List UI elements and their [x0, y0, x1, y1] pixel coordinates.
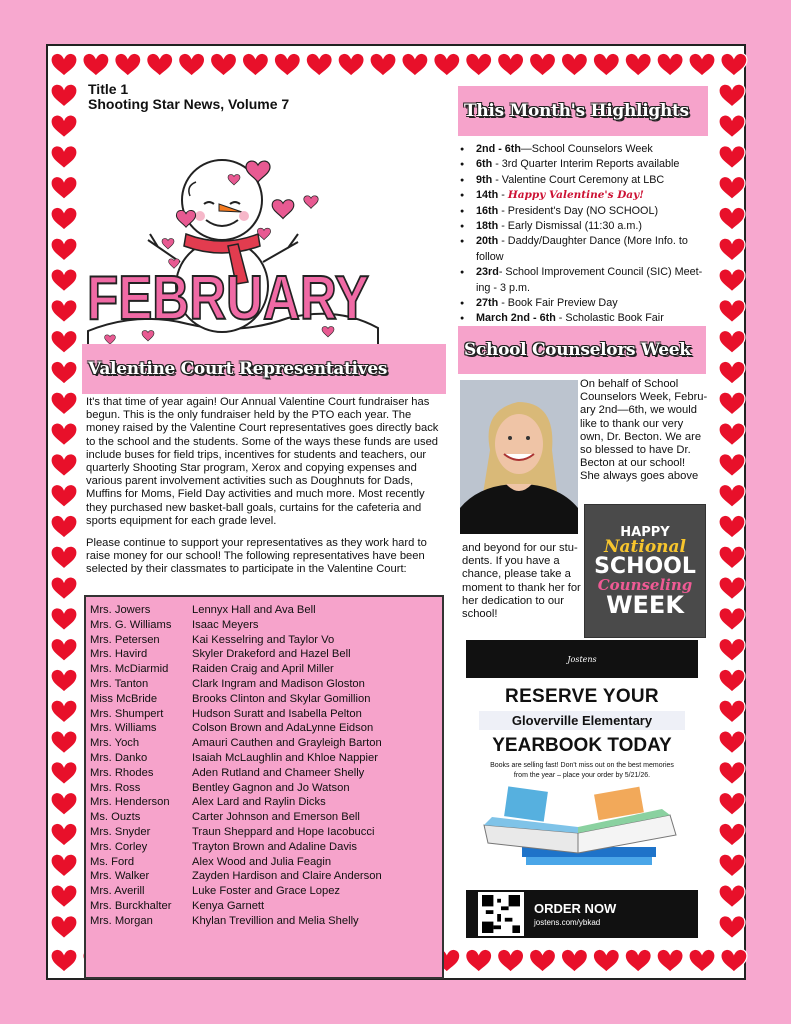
highlight-item [460, 204, 710, 219]
highlight-date: 16th [476, 204, 499, 217]
table-row [90, 647, 438, 662]
highlight-text: - President's Day (NO SCHOOL) [498, 204, 659, 217]
heart-icon [51, 331, 77, 354]
heart-icon [274, 53, 300, 76]
representative-names: Amauri Cauthen and Grayleigh Barton [192, 737, 382, 750]
representative-names: Khylan Trevillion and Melia Shelly [192, 914, 359, 927]
highlight-date: March 2nd - 6th [476, 312, 556, 325]
highlight-text: - School Improvement Council (SIC) Meet-ing - 3 p.m. [476, 266, 703, 294]
heart-icon [51, 823, 77, 846]
title-line-2: Shooting Star News, Volume 7 [88, 96, 290, 112]
heart-icon [561, 949, 587, 972]
counselor-photo [460, 380, 578, 534]
order-now-label[interactable]: ORDER NOW [534, 901, 617, 916]
table-row [90, 618, 438, 633]
heart-icon [719, 608, 745, 631]
heart-icon [593, 53, 619, 76]
heart-icon [593, 949, 619, 972]
heart-icon [719, 115, 745, 138]
table-row [90, 721, 438, 736]
heart-icon [51, 454, 77, 477]
table-row [90, 751, 438, 766]
heart-icon [51, 949, 77, 972]
yearbook-headline-2: YEARBOOK TODAY [492, 735, 672, 756]
representative-names: Hudson Suratt and Isabella Pelton [192, 707, 362, 720]
highlight-date: 18th [476, 220, 499, 233]
yearbook-ad-banner [466, 640, 698, 678]
heart-icon [719, 300, 745, 323]
highlight-date: 9th [476, 173, 493, 186]
heart-icon [211, 53, 237, 76]
representative-names: Aden Rutland and Chameer Shelly [192, 766, 365, 779]
heart-icon [530, 53, 556, 76]
representative-names: Lennyx Hall and Ava Bell [192, 604, 316, 616]
highlight-text: - Daddy/Daughter Dance (More Info. to follow [476, 235, 688, 263]
teacher-name: Mrs. G. Williams [90, 618, 172, 631]
yearbook-headline-1: RESERVE YOUR [505, 686, 659, 707]
teacher-name: Mrs. Shumpert [90, 707, 164, 720]
heart-icon [51, 762, 77, 785]
heart-icon [498, 53, 524, 76]
february-snowman-illustration [78, 116, 378, 348]
table-row [90, 677, 438, 692]
heart-icon [719, 392, 745, 415]
valentines-day-text: Happy Valentine's Day! [507, 189, 644, 202]
heart-icon [402, 53, 428, 76]
teacher-name: Mrs. Walker [90, 870, 150, 883]
representative-names: Isaac Meyers [192, 618, 259, 631]
heart-icon [719, 546, 745, 569]
teacher-name: Mrs. Burckhalter [90, 899, 172, 912]
heart-icon [51, 177, 77, 200]
table-row [90, 795, 438, 810]
table-row [90, 766, 438, 781]
representatives-table [84, 595, 444, 979]
heart-icon [51, 207, 77, 230]
table-row [90, 869, 438, 884]
heart-icon [657, 949, 683, 972]
representative-names: Zayden Hardison and Claire Anderson [192, 870, 382, 883]
heart-icon [147, 53, 173, 76]
representative-names: Alex Lard and Raylin Dicks [192, 796, 326, 809]
highlight-date: 23rd [476, 266, 499, 279]
teacher-name: Mrs. Yoch [90, 737, 140, 750]
valentine-paragraph-2: Please continue to support your representatives as they work hard to raise money for our school! The following representatives have been selected by their classmates to participate in the Valentine Court: [86, 537, 427, 576]
yearbook-note [466, 761, 698, 781]
highlight-item [460, 311, 710, 326]
highlight-text: - 3rd Quarter Interim Reports available [492, 158, 680, 171]
heart-icon [719, 238, 745, 261]
heart-icon [719, 577, 745, 600]
heart-icon [719, 762, 745, 785]
teacher-name: Mrs. Jowers [90, 604, 151, 616]
heart-icon [719, 669, 745, 692]
highlight-text: - Valentine Court Ceremony at LBC [492, 173, 665, 186]
yearbook-school-name: Gloverville Elementary [479, 711, 685, 730]
heart-icon [51, 146, 77, 169]
highlight-item [460, 173, 710, 188]
heart-icon [306, 53, 332, 76]
highlight-date: 6th [476, 158, 493, 171]
teacher-name: Mrs. Tanton [90, 677, 149, 690]
table-row [90, 840, 438, 855]
highlights-heading: This Month's Highlights [458, 86, 708, 136]
heart-icon [51, 84, 77, 107]
representative-names: Trayton Brown and Adaline Davis [192, 840, 357, 853]
table-row [90, 781, 438, 796]
representative-names: Alex Wood and Julia Feagin [192, 855, 332, 868]
table-row [90, 633, 438, 648]
representative-names: Isaiah McLaughlin and Khloe Nappier [192, 751, 378, 764]
highlight-item [460, 265, 710, 296]
teacher-name: Mrs. Ross [90, 781, 141, 794]
table-row [90, 707, 438, 722]
title-line-1: Title 1 [88, 81, 129, 97]
representative-names: Brooks Clinton and Skylar Gomillion [192, 692, 371, 705]
counselor-text-2: and beyond for our stu-dents. If you have a chance, please take a moment to thank her for her dedication to our school! [462, 542, 581, 621]
highlight-item [460, 188, 710, 203]
representative-names: Colson Brown and AdaLynne Eidson [192, 722, 374, 735]
teacher-name: Ms. Ford [90, 855, 135, 868]
heart-icon [719, 84, 745, 107]
heart-icon [719, 916, 745, 939]
teacher-name: Mrs. McDiarmid [90, 663, 169, 676]
heart-icon [370, 53, 396, 76]
valentine-court-heading: Valentine Court Representatives [82, 344, 446, 394]
yearbook-book-image [466, 781, 698, 881]
qr-code-icon[interactable] [478, 892, 524, 936]
highlight-item [460, 234, 710, 265]
heart-icon [51, 608, 77, 631]
heart-icon [51, 546, 77, 569]
heart-icon [51, 300, 77, 323]
heart-icon [689, 53, 715, 76]
valentine-paragraph-1: It's that time of year again! Our Annual Valentine Court fundraiser has begun. This is the only fundraiser held by the PTO each year. The money raised by the Valentine Court representatives goes directly back to the school and the students. Some of the ways these funds are used include buses for field trips, incentives for students and teachers, our quarterly Shooting Star program, Xerox and copying expenses and various parent involvement activities such as Doughnuts for Dads, Muffins for Moms, Field Day activities and much more. Most recently they purchased new basket-ball goals, curtains for the cafeteria and sports equipment for each grade level. [86, 396, 439, 527]
representative-names: Carter Johnson and Emerson Bell [192, 811, 360, 824]
heart-icon [51, 361, 77, 384]
highlight-item [460, 296, 710, 311]
heart-icon [51, 700, 77, 723]
heart-icon [719, 823, 745, 846]
ncw-counseling: Counseling [597, 575, 693, 594]
teacher-name: Mrs. Morgan [90, 914, 153, 927]
highlights-list [460, 142, 710, 327]
heart-icon [625, 53, 651, 76]
representative-names: Kenya Garnett [192, 899, 265, 912]
ncw-national: National [603, 536, 687, 557]
representative-names: Luke Foster and Grace Lopez [192, 885, 341, 898]
heart-icon [719, 731, 745, 754]
school-counseling-week-graphic [584, 504, 706, 638]
table-row [90, 810, 438, 825]
heart-icon [719, 485, 745, 508]
february-word: FEBRUARY [87, 264, 369, 333]
table-row [90, 884, 438, 899]
newsletter-page [46, 44, 746, 980]
heart-icon [719, 331, 745, 354]
teacher-name: Mrs. Snyder [90, 825, 151, 838]
heart-icon [719, 885, 745, 908]
heart-icon [51, 793, 77, 816]
heart-icon [338, 53, 364, 76]
table-row [90, 692, 438, 707]
representative-names: Raiden Craig and April Miller [192, 663, 334, 676]
heart-icon [498, 949, 524, 972]
heart-icon [242, 53, 268, 76]
highlight-item [460, 219, 710, 234]
teacher-name: Mrs. Danko [90, 751, 148, 764]
yearbook-note-line-2: from the year – place your order by 5/21/26. [513, 772, 651, 779]
highlight-text: - Early Dismissal (11:30 a.m.) [498, 220, 642, 233]
counselor-text-1: On behalf of School Counselors Week, Febru-ary 2nd—6th, we would like to thank our very own, Dr. Becton. We are so blessed to have Dr. Becton at our school! She always goes above [580, 378, 708, 483]
teacher-name: Miss McBride [90, 692, 158, 705]
teacher-name: Ms. Ouzts [90, 811, 141, 824]
heart-icon [51, 53, 77, 76]
highlight-date: 14th [476, 189, 499, 202]
highlight-date: 27th [476, 297, 499, 310]
heart-icon [719, 423, 745, 446]
representative-names: Bentley Gagnon and Jo Watson [192, 781, 350, 794]
teacher-name: Mrs. Averill [90, 885, 145, 898]
heart-icon [83, 53, 109, 76]
heart-icon [719, 700, 745, 723]
highlight-date: 20th [476, 235, 499, 248]
highlight-text: —School Counselors Week [521, 143, 653, 155]
heart-icon [51, 515, 77, 538]
teacher-name: Mrs. Petersen [90, 633, 160, 646]
heart-icon [179, 53, 205, 76]
heart-icon [51, 269, 77, 292]
heart-icon [51, 731, 77, 754]
order-now-bar[interactable] [466, 890, 698, 938]
teacher-name: Mrs. Henderson [90, 796, 170, 809]
ncw-week: WEEK [606, 590, 684, 619]
ncw-happy: HAPPY [620, 524, 670, 540]
heart-icon [51, 669, 77, 692]
newsletter-title [88, 82, 289, 112]
table-row [90, 914, 438, 929]
heart-icon [51, 916, 77, 939]
teacher-name: Mrs. Havird [90, 648, 148, 661]
table-row [90, 736, 438, 751]
heart-icon [719, 854, 745, 877]
heart-icon [51, 854, 77, 877]
ncw-school: SCHOOL [594, 553, 696, 579]
representative-names: Clark Ingram and Madison Gloston [192, 677, 365, 690]
counselors-heading: School Counselors Week [458, 326, 706, 374]
heart-icon [721, 949, 747, 972]
heart-icon [721, 53, 747, 76]
heart-icon [719, 177, 745, 200]
teacher-name: Mrs. Rhodes [90, 766, 154, 779]
heart-icon [51, 639, 77, 662]
order-url[interactable]: jostens.com/ybkad [534, 918, 601, 927]
highlight-date: 2nd - 6th [476, 143, 521, 155]
highlight-text: - [498, 189, 508, 202]
table-row [90, 855, 438, 870]
representative-names: Kai Kesselring and Taylor Vo [192, 633, 335, 646]
heart-icon [719, 639, 745, 662]
heart-icon [466, 949, 492, 972]
jostens-logo: Jostens [567, 654, 597, 664]
heart-icon [466, 53, 492, 76]
heart-icon [719, 146, 745, 169]
teacher-name: Mrs. Corley [90, 840, 148, 853]
heart-icon [719, 515, 745, 538]
heart-icon [51, 238, 77, 261]
heart-icon [689, 949, 715, 972]
heart-icon [719, 793, 745, 816]
table-row [90, 603, 438, 618]
heart-icon [719, 269, 745, 292]
heart-icon [719, 454, 745, 477]
heart-icon [719, 207, 745, 230]
table-row [90, 825, 438, 840]
highlight-item [460, 157, 710, 172]
yearbook-ad[interactable] [466, 640, 698, 938]
valentine-intro [86, 396, 444, 586]
heart-icon [561, 53, 587, 76]
yearbook-note-line-1: Books are selling fast! Don't miss out on the best memories [490, 762, 674, 769]
representative-names: Traun Sheppard and Hope Iacobucci [192, 825, 375, 838]
representative-names: Skyler Drakeford and Hazel Bell [192, 648, 351, 661]
highlight-item [460, 142, 710, 157]
table-row [90, 662, 438, 677]
heart-icon [625, 949, 651, 972]
heart-icon [51, 885, 77, 908]
highlight-text: - Book Fair Preview Day [498, 297, 618, 310]
heart-icon [719, 361, 745, 384]
heart-icon [51, 392, 77, 415]
table-row [90, 899, 438, 914]
heart-icon [657, 53, 683, 76]
heart-icon [115, 53, 141, 76]
heart-icon [51, 115, 77, 138]
heart-icon [530, 949, 556, 972]
heart-icon [51, 577, 77, 600]
heart-icon [434, 53, 460, 76]
heart-icon [51, 485, 77, 508]
heart-icon [51, 423, 77, 446]
highlight-text: - Scholastic Book Fair [555, 312, 664, 325]
teacher-name: Mrs. Williams [90, 722, 157, 735]
